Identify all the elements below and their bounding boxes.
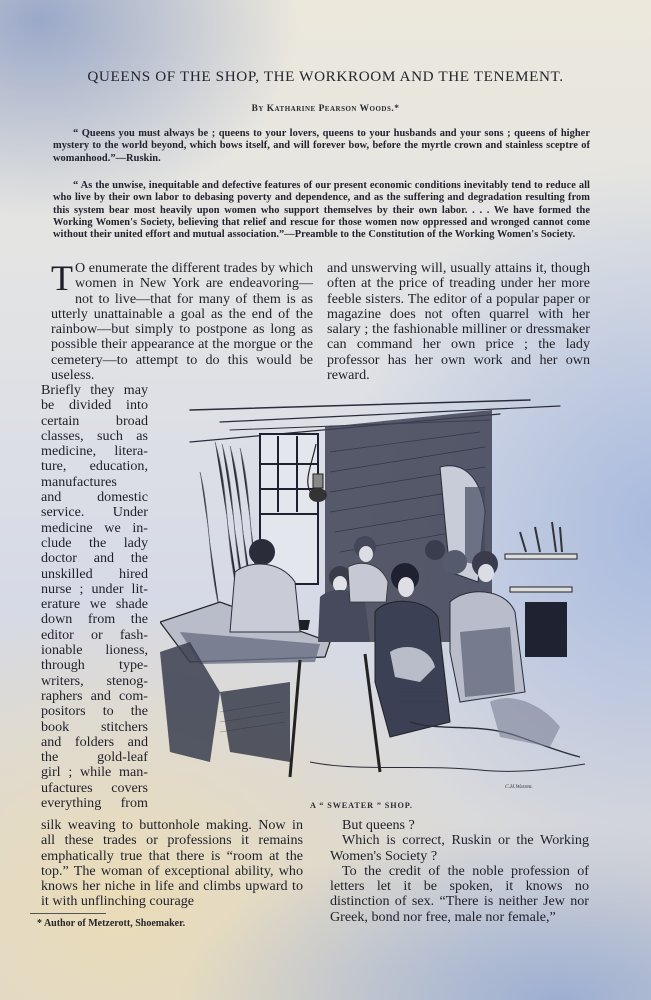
narrow-column-line: manufactures — [41, 473, 117, 490]
body-paragraph-but-queens: But queens ? — [342, 817, 415, 833]
footnote: * Author of Metzerott, Shoemaker. — [37, 918, 186, 929]
narrow-column-line: unskilled hired — [41, 565, 148, 582]
narrow-column-line: ture, education, — [41, 458, 148, 475]
narrow-column-line: classes, such as — [41, 427, 148, 444]
narrow-column-line: ionable lioness, — [41, 642, 148, 659]
narrow-column-line: and folders and — [41, 733, 148, 750]
drop-cap: T — [51, 258, 73, 298]
narrow-column-line: certain broad — [41, 412, 148, 429]
narrow-column-line: writers, stenog- — [41, 672, 148, 689]
narrow-column-line: girl ; while man- — [41, 764, 148, 781]
narrow-column-line: service. Under — [41, 504, 148, 521]
narrow-column-line: everything from — [41, 795, 148, 812]
article-byline: By Katharine Pearson Woods.* — [251, 104, 400, 114]
epigraph-ruskin: “ Queens you must always be ; queens to your lovers, queens to your husbands and your sons ; queens of higher mystery to the world beyond, which bows itself, and will forever bow, before the myrtle crown and stainless sceptre of womanhood.”—Ruskin. — [53, 128, 590, 164]
narrow-column-line: medicine we in- — [41, 519, 148, 536]
narrow-column-line: Briefly they may — [41, 382, 148, 398]
body-paragraph-opening: O enumerate the different trades by which women in New York are endeavoring—not to live—that for many of them is as utterly unattainable a goal as the end of the rainbow—but simply to postpone as long as possible their appearance at the morgue or the cemetery—to attempt to do this would be useless. — [51, 260, 313, 384]
narrow-column-line: and domestic — [41, 489, 148, 506]
narrow-column-line: ufactures covers — [41, 779, 148, 796]
narrow-column-line: positors to the — [41, 703, 148, 720]
body-left-bottom — [41, 818, 303, 910]
narrow-column-line: medicine, litera- — [41, 443, 148, 460]
narrow-column-line: down from the — [41, 611, 148, 628]
body-paragraph-credit: To the credit of the noble profession of letters let it be spoken, it knows no distinction of sex. “There is neither Jew nor Greek, bond nor free, male nor female,” — [330, 862, 589, 925]
narrow-column-line: the gold-leaf — [41, 749, 148, 766]
narrow-column-line: through type- — [41, 657, 148, 674]
body-paragraph-right-top: and unswerving will, usually attains it, though often at the price of treading under her more feeble sisters. The editor of a popular paper or magazine does not often quarrel with her salary ; the fashionable milliner or dressmaker can command her own price ; the lady professor has her own work and her own reward. — [327, 260, 590, 384]
illustration-caption: A “ SWEATER ” SHOP. — [310, 801, 413, 810]
footnote-rule — [30, 913, 106, 914]
body-paragraph-which-correct: Which is correct, Ruskin or the Working Women's Society ? — [330, 832, 589, 864]
body-right-bottom — [330, 818, 589, 925]
illustrator-signature: C.H.Warren. — [504, 784, 534, 790]
article-title: QUEENS OF THE SHOP, THE WORKROOM AND THE TENEMENT. — [87, 68, 564, 85]
body-right-top — [327, 261, 590, 383]
body-narrow-column — [41, 383, 148, 811]
epigraph-preamble: “ As the unwise, inequitable and defective features of our present economic conditions inevitably tend to reduce all who live by their own labor to debasing poverty and dependence, and as the suffering and degradation resulting from this system bear most heavily upon women who support themselves by their own labor. . . . We have formed the Working Women's Society, believing that relief and rescue for those women now oppressed and wronged cannot come without their united effort and mutual association.”—Preamble to the Constitution of the Working Women's Society. — [53, 180, 590, 241]
narrow-column-line: editor or fash- — [41, 626, 148, 643]
narrow-column-line: erature we shade — [41, 596, 148, 613]
narrow-column-line: book stitchers — [41, 718, 148, 735]
narrow-column-line: be divided into — [41, 397, 148, 414]
narrow-column-line: doctor and the — [41, 550, 148, 567]
narrow-column-line: clude the lady — [41, 534, 148, 551]
narrow-column-line: nurse ; under lit- — [41, 580, 148, 597]
body-left-top — [51, 258, 313, 384]
body-paragraph-left-bottom: silk weaving to buttonhole making. Now in all these trades or professions it remains emphatically true that there is “room at the top.” The woman of exceptional ability, who knows her niche in life and climbs upward to it with unflinching courage — [41, 817, 303, 910]
narrow-column-line: raphers and com- — [41, 687, 148, 704]
sweater-shop-illustration — [160, 392, 590, 790]
